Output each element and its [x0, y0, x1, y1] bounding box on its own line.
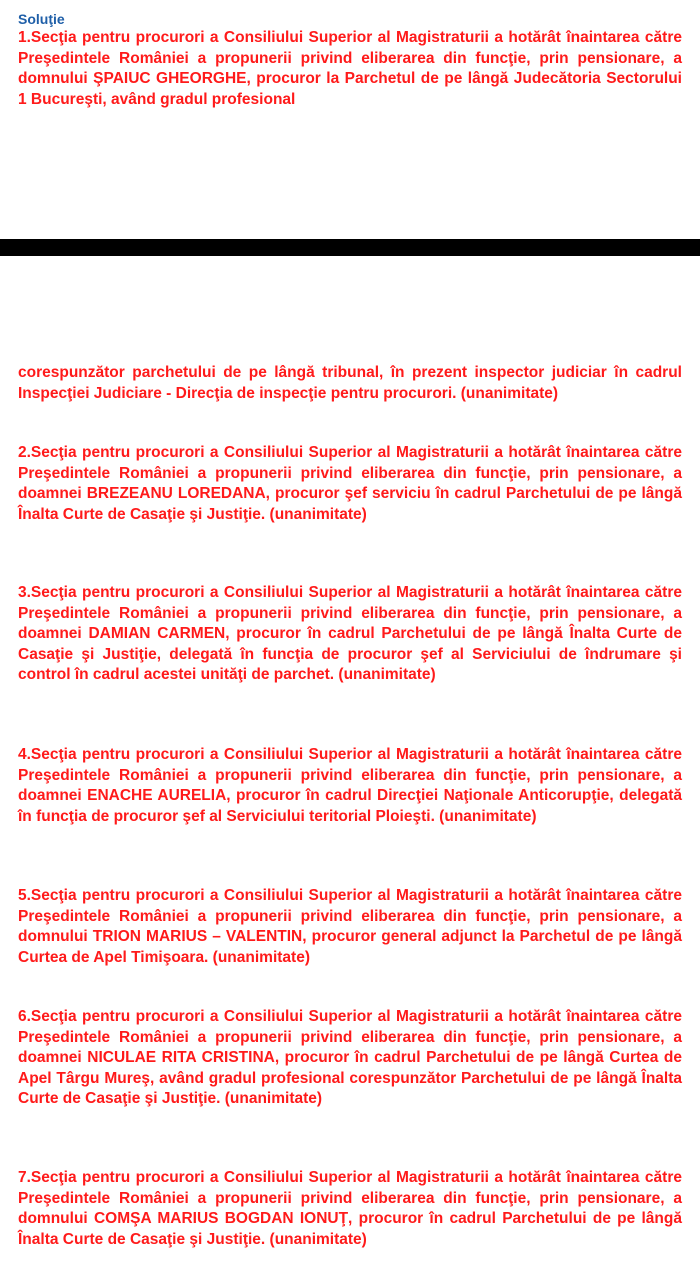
paragraph-3: 3.Secţia pentru procurori a Consiliului Superior al Magistraturii a hotărât înaintarea către Preşedintele României a propunerii privind eliberarea din funcţie, prin pensionare, a doamnei DAMIAN CARMEN, procuror în cadrul Parchetului de pe lângă Înalta Curte de Casaţie şi Justiţie, delegată în funcţia de procuror şef al Serviciului de îndrumare şi control în cadrul acestei unităţi de parchet. (unanimitate) — [18, 584, 682, 684]
paragraph-7: 7.Secţia pentru procurori a Consiliului Superior al Magistraturii a hotărât înaintarea către Preşedintele României a propunerii privind eliberarea din funcţie, prin pensionare, a domnului COMŞA MARIUS BOGDAN IONUŢ, procuror în cadrul Parchetului de pe lângă Înalta Curte de Casaţie şi Justiţie. (unanimitate) — [18, 1169, 682, 1248]
paragraph-4: 4.Secţia pentru procurori a Consiliului Superior al Magistraturii a hotărât înaintarea către Preşedintele României a propunerii privind eliberarea din funcţie, prin pensionare, a doamnei ENACHE AURELIA, procuror în cadrul Direcţiei Naţionale Anticorupţie, delegată în funcţia de procuror şef al Serviciului teritorial Ploieşti. (unanimitate) — [18, 746, 682, 825]
section-heading: Soluţie — [18, 11, 65, 27]
page-divider — [0, 239, 700, 256]
paragraph-2: 2.Secţia pentru procurori a Consiliului Superior al Magistraturii a hotărât înaintarea către Preşedintele României a propunerii privind eliberarea din funcţie, prin pensionare, a doamnei BREZEANU LOREDANA, procuror şef serviciu în cadrul Parchetului de pe lângă Înalta Curte de Casaţie şi Justiţie. (unanimitate) — [18, 444, 682, 523]
paragraph-1-part-1: 1.Secţia pentru procurori a Consiliului Superior al Magistraturii a hotărât înaintarea către Preşedintele României a propunerii privind eliberarea din funcţie, prin pensionare, a domnului ŞPAIUC GHEORGHE, procuror la Parchetul de pe lângă Judecătoria Sectorului 1 Bucureşti, având gradul profesional — [18, 29, 682, 108]
paragraph-5: 5.Secţia pentru procurori a Consiliului Superior al Magistraturii a hotărât înaintarea către Preşedintele României a propunerii privind eliberarea din funcţie, prin pensionare, a domnului TRION MARIUS – VALENTIN, procuror general adjunct la Parchetul de pe lângă Curtea de Apel Timişoara. (unanimitate) — [18, 887, 682, 966]
paragraph-6: 6.Secţia pentru procurori a Consiliului Superior al Magistraturii a hotărât înaintarea către Preşedintele României a propunerii privind eliberarea din funcţie, prin pensionare, a doamnei NICULAE RITA CRISTINA, procuror în cadrul Parchetului de pe lângă Curtea de Apel Târgu Mureş, având gradul profesional corespunzător Parchetului de pe lângă Înalta Curte de Casaţie şi Justiţie. (unanimitate) — [18, 1008, 682, 1108]
paragraph-1-part-2: corespunzător parchetului de pe lângă tribunal, în prezent inspector judiciar în cadrul Inspecţiei Judiciare - Direcţia de inspecţie pentru procurori. (unanimitate) — [18, 364, 682, 402]
